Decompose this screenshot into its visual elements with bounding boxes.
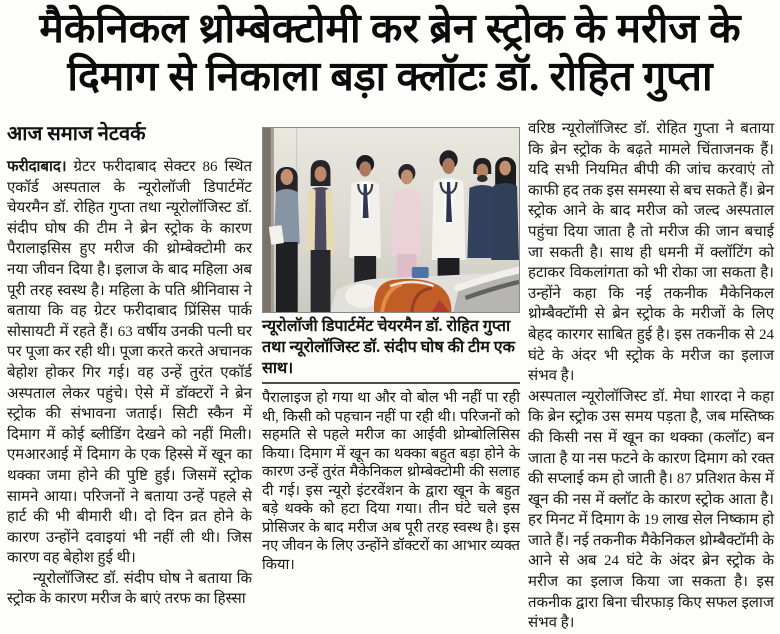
article-paragraph: वरिष्ठ न्यूरोलॉजिस्ट डॉ. रोहित गुप्ता ने बताया कि ब्रेन स्ट्रोक के बढ़ते मामले चिंताजनक हैं। यदि सभी नियमित बीपी की जांच करवाएं तो काफी हद तक इस समस्या से बच सकते हैं। ब्रेन स्ट्रोक आने के बाद मरीज को जल्द अस्पताल पहुंचा दिया जाता है तो मरीज की जान बचाई जा सकती है। साथ ही धमनी में क्लॉटिंग को हटाकर विकलांगता को भी रोका जा सकता है। उन्होंने कहा कि नई तकनीक मैकेनिकल थ्रोम्बैक्टॉमी से ब्रेन स्ट्रोक के मरीजों के लिए बेहद कारगर साबित हुई है। इस तकनीक से 24 घंटे के अंदर भी स्ट्रोक के मरीज का इलाज संभव है। bbox=[528, 121, 774, 385]
column-left bbox=[7, 157, 252, 610]
paragraph-text: ग्रेटर फरीदाबाद सेक्टर 86 स्थित एकॉर्ड अस्पताल के न्यूरोलॉजी डिपार्टमेंट चेयरमैन डॉ. रोहित गुप्ता तथा न्यूरोलॉजिस्ट डॉ. संदीप घोष की टीम ने ब्रेन स्ट्रोक के कारण पैरालाइसिस हुए मरीज की थ्रोम्बेक्टोमी कर नया जीवन दिया है। इलाज के बाद महिला अब पूरी तरह स्वस्थ है। महिला के पति श्रीनिवास ने बताया कि वह ग्रेटर फरीदाबाद प्रिंसिस पार्क सोसायटी में रहते हैं। 63 वर्षीय उनकी पत्नी घर पर पूजा कर रही थी। पूजा करते करते अचानक बेहोश होकर गिर गई। वह उन्हें तुरंत एकॉर्ड अस्पताल लेकर पहुंचे। ऐसे में डॉक्टरों ने ब्रेन स्ट्रोक की संभावना जताई। सिटी स्कैन में दिमाग में कोई ब्लीडिंग देखने को नहीं मिली। एमआरआई में दिमाग के एक हिस्से में खून का थक्का जमा होने की पुष्टि हुई। जिसमें स्ट्रोक सामने आया। परिजनों ने बताया उन्हें पहले से हार्ट की भी बीमारी थी। दो दिन व्रत होने के कारण उन्होंने दवाइयां भी नहीं ली थी। जिस कारण वह बेहोश हुई थी। bbox=[7, 159, 253, 567]
dateline: फरीदाबाद। bbox=[7, 159, 67, 175]
headline-line-2: दिमाग से निकाला बड़ा क्लॉटः डॉ. रोहित गुप्ता bbox=[67, 53, 713, 99]
caption-divider bbox=[262, 382, 520, 384]
column-middle bbox=[262, 127, 520, 574]
byline: आज समाज नेटवर्क bbox=[7, 123, 146, 145]
team-photo-illustration bbox=[263, 128, 519, 312]
photo-caption: न्यूरोलॉजी डिपार्टमेंट चेयरमैन डॉ. रोहित गुप्ता तथा न्यूरोलॉजिस्ट डॉ. संदीप घोष की टीम एक साथ। bbox=[262, 318, 515, 377]
article-paragraph: न्यूरोलॉजिस्ट डॉ. संदीप घोष ने बताया कि स्ट्रोक के कारण मरीज के बाएं तरफ का हिस्सा bbox=[7, 570, 252, 608]
article-paragraph: अस्पताल न्यूरोलॉजिस्ट डॉ. मेघा शारदा ने कहा कि ब्रेन स्ट्रोक उस समय पड़ता है, जब मस्तिष्क की किसी नस में खून का थक्का (कलॉट) बन जाता है या नस फटने के कारण दिमाग को रक्त की सप्लाई कम हो जाती है। 87 प्रतिशत केस में खून की नस में क्लॉट के कारण स्ट्रोक आता है। हर मिनट में दिमाग के 19 लाख सेल निष्काम हो जाते हैं। नई तकनीक मैकेनिकल थ्रोम्बैक्टॉमी के आने से अब 24 घंटे के अंदर ब्रेन स्ट्रोक के मरीज का इलाज किया जा सकता है। इस तकनीक द्वारा बिना चीरफाड़ किए सफल इलाज संभव है। bbox=[528, 388, 774, 632]
headline bbox=[0, 4, 780, 100]
column-right bbox=[528, 119, 774, 634]
article-paragraph bbox=[7, 157, 252, 569]
team-photo bbox=[262, 127, 520, 313]
headline-line-1: मैकेनिकल थ्रोम्बेक्टोमी कर ब्रेन स्ट्रोक के मरीज के bbox=[39, 5, 741, 51]
article-paragraph: पैरालाइज हो गया था और वो बोल भी नहीं पा रही थी, किसी को पहचान नहीं पा रही थी। परिजनों को सहमति से पहले मरीज का आईवी थ्रोम्बोलिसिस किया। दिमाग में खून का थक्का बहुत बड़ा होने के कारण उन्हें तुरंत मैकेनिकल थ्रोम्बेक्टोमी की सलाह दी गई। इस न्यूरो इंटरवेंशन के द्वारा खून के बहुत बड़े थक्के को हटा दिया गया। तीन घंटे चले इस प्रोसिजर के बाद मरीज अब पूरी तरह स्वस्थ है। इस नए जीवन के लिए उन्होंने डॉक्टरों का आभार व्यक्त किया। bbox=[262, 390, 520, 573]
